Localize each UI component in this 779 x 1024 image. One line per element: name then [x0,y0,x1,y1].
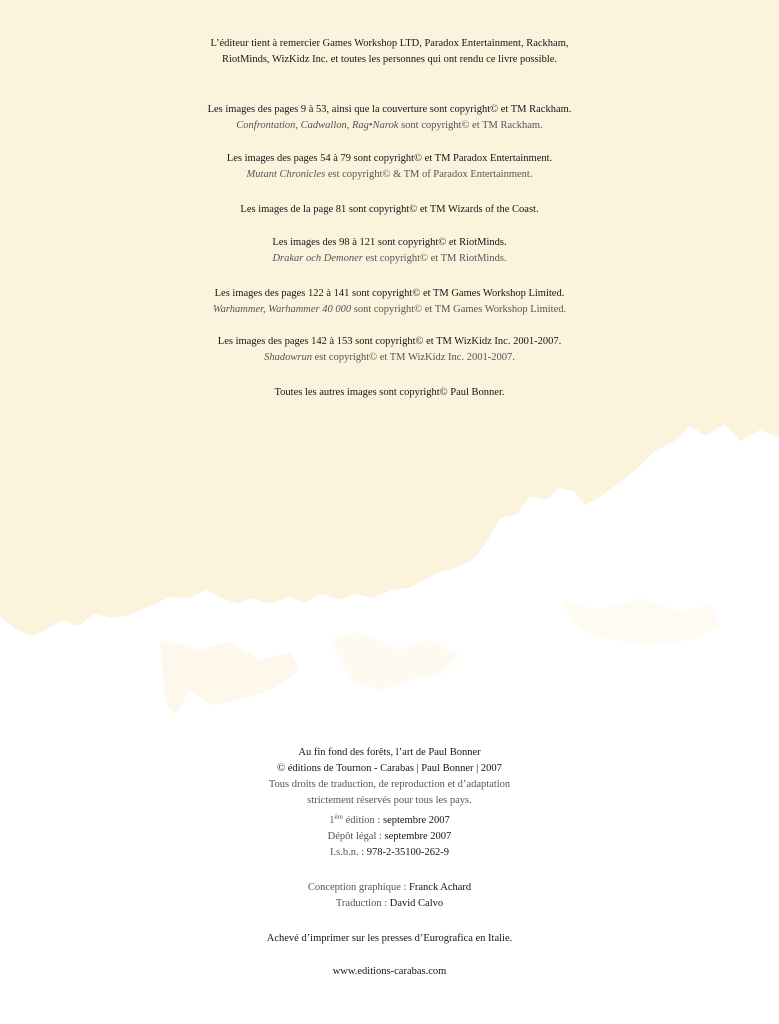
website-url: www.editions-carabas.com [332,966,447,977]
credit-sub-rest: est copyright© & TM of Paradox Entertainment. [325,169,533,180]
isbn-line [0,845,779,861]
edition-line [0,809,779,829]
credit-wizards [0,202,779,218]
edition-label: édition : [343,815,383,826]
isbn-label: I.s.b.n. : [330,847,367,858]
legal-deposit-line [0,829,779,845]
other-images-credit [0,385,779,401]
colophon [0,745,779,861]
acknowledgements-line-1: L’éditeur tient à remercier Games Workshop LTD, Paradox Entertainment, Rackham, [210,38,569,49]
printing-note [0,931,779,947]
credit-main: Les images des pages 9 à 53, ainsi que la couverture sont copyright© et TM Rackham. [207,104,572,115]
credit-main: Les images des 98 à 121 sont copyright© et RiotMinds. [272,237,507,248]
credit-sub [0,350,779,366]
credit-paradox [0,151,779,183]
conception-line [0,880,779,896]
credit-sub [0,251,779,267]
credit-sub [0,118,779,134]
credit-rackham [0,102,779,134]
credit-sub-rest: est copyright© et TM WizKidz Inc. 2001-2007. [312,352,515,363]
credit-sub-rest: sont copyright© et TM Rackham. [398,120,543,131]
credit-sub [0,302,779,318]
credit-games-workshop [0,286,779,318]
isbn-value: 978-2-35100-262-9 [366,847,449,858]
credit-wizkidz [0,334,779,366]
design-credits [0,880,779,912]
book-title: Au fin fond des forêts, l’art de Paul Bonner [298,747,481,758]
rights-line-2: strictement réservés pour tous les pays. [307,795,472,806]
website [0,964,779,980]
credit-sub-rest: sont copyright© et TM Games Workshop Limited. [351,304,567,315]
conception-label: Conception graphique : [307,882,410,893]
legal-deposit-label: Dépôt légal : [327,831,385,842]
translation-line [0,896,779,912]
credit-sub-titles: Mutant Chronicles [246,169,326,180]
other-images-text: Toutes les autres images sont copyright© Paul Bonner. [274,387,505,398]
credit-main: Les images de la page 81 sont copyright© et TM Wizards of the Coast. [240,204,539,215]
credit-main: Les images des pages 122 à 141 sont copyright© et TM Games Workshop Limited. [214,288,565,299]
rights-line-1: Tous droits de traduction, de reproduction et d’adaptation [268,779,511,790]
translation-value: David Calvo [389,898,444,909]
legal-deposit-value: septembre 2007 [384,831,452,842]
credit-main: Les images des pages 142 à 153 sont copyright© et TM WizKidz Inc. 2001-2007. [217,336,562,347]
acknowledgements [0,36,779,68]
credit-sub-titles: Warhammer, Warhammer 40 000 [212,304,352,315]
edition-ordinal: ère [334,813,344,821]
credit-sub-titles: Drakar och Demoner [272,253,363,264]
translation-label: Traduction : [335,898,390,909]
credit-sub [0,167,779,183]
credit-sub-titles: Confrontation, Cadwallon, Rag•Narok [236,120,399,131]
printing-text: Achevé d’imprimer sur les presses d’Eurografica en Italie. [266,933,513,944]
credit-riotminds [0,235,779,267]
conception-value: Franck Achard [409,882,472,893]
edition-number: 1 [329,815,335,826]
copyright-line: © éditions de Tournon - Carabas | Paul Bonner | 2007 [277,763,502,774]
credit-main: Les images des pages 54 à 79 sont copyright© et TM Paradox Entertainment. [226,153,553,164]
edition-value: septembre 2007 [382,815,450,826]
credit-sub-rest: est copyright© et TM RiotMinds. [362,253,507,264]
acknowledgements-line-2: RiotMinds, WizKidz Inc. et toutes les personnes qui ont rendu ce livre possible. [221,54,558,65]
credit-sub-titles: Shadowrun [264,352,312,363]
